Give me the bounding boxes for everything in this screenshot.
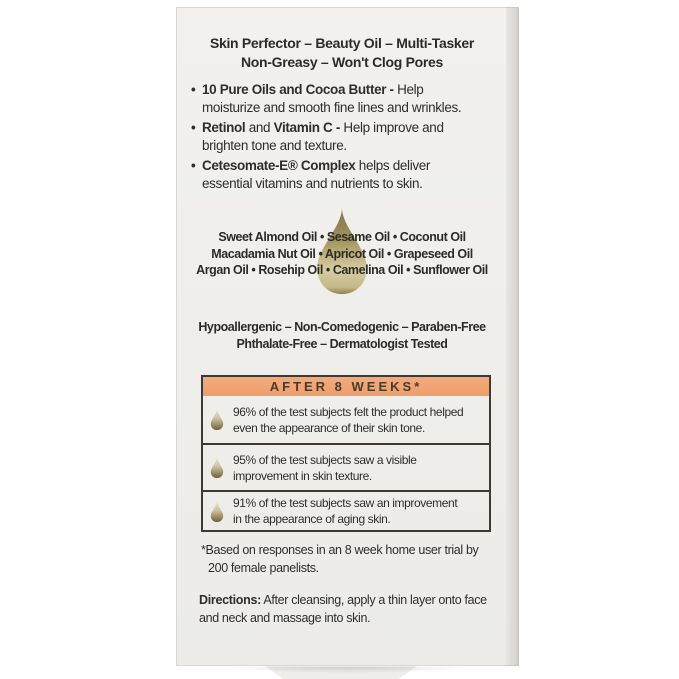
benefit-line2: moisturize and smooth fine lines and wrinkles. [202, 100, 462, 115]
oils-list [177, 229, 507, 279]
claims-line1: Hypoallergenic – Non-Comedogenic – Paraben-Free [198, 320, 486, 334]
bullet-icon: • [191, 158, 196, 173]
tagline-line2: Non-Greasy – Won't Clog Pores [240, 54, 444, 70]
benefit-line1: 10 Pure Oils and Cocoa Butter - Help [202, 82, 424, 97]
results-footnote: *Based on responses in an 8 week home user trial by 200 female panelists. [201, 543, 479, 575]
product-box-back [176, 7, 519, 666]
result-row-91 [203, 490, 489, 530]
result-row-95 [203, 443, 489, 490]
benefits-list [191, 81, 461, 195]
product-tagline [177, 34, 507, 72]
result-text: 96% of the test subjects felt the product helped even the appearance of their skin tone. [233, 404, 464, 435]
directions-line2: and neck and massage into skin. [199, 611, 371, 625]
result-text: 95% of the test subjects saw a visible improvement in skin texture. [233, 452, 417, 483]
claims-line2: Phthalate-Free – Dermatologist Tested [236, 337, 448, 351]
bullet-icon: • [191, 82, 196, 97]
drop-icon [208, 500, 226, 523]
result-row-96 [203, 396, 489, 443]
directions-line1: Directions: After cleansing, apply a thin layer onto face [199, 593, 487, 607]
claims-section [177, 319, 507, 353]
box-back-panel [176, 7, 506, 666]
box-shadow [180, 667, 515, 675]
drop-icon [208, 408, 226, 431]
benefit-item-retinol [191, 119, 461, 155]
benefit-line2: essential vitamins and nutrients to skin. [202, 176, 423, 191]
drop-icon [208, 456, 226, 479]
results-table [201, 375, 491, 532]
benefit-line1: Retinol and Vitamin C - Help improve and [202, 120, 444, 135]
tagline-line1: Skin Perfector – Beauty Oil – Multi-Tasker [209, 35, 475, 51]
results-header: AFTER 8 WEEKS* [203, 377, 489, 396]
benefit-item-oils [191, 81, 461, 117]
benefit-line2: brighten tone and texture. [202, 138, 347, 153]
oils-line3: Argan Oil • Rosehip Oil • Camelina Oil • Sunflower Oil [196, 263, 488, 277]
benefit-line1: Cetesomate-E® Complex helps deliver [202, 158, 431, 173]
oils-line2: Macadamia Nut Oil • Apricot Oil • Grapeseed Oil [211, 246, 473, 261]
result-text: 91% of the test subjects saw an improvement in the appearance of aging skin. [233, 496, 458, 526]
benefit-item-cetesomate [191, 157, 461, 193]
directions-section [199, 591, 487, 627]
oils-line1: Sweet Almond Oil • Sesame Oil • Coconut Oil [218, 230, 466, 244]
bullet-icon: • [191, 120, 196, 135]
box-side-edge [506, 7, 519, 666]
oils-section [177, 206, 507, 302]
